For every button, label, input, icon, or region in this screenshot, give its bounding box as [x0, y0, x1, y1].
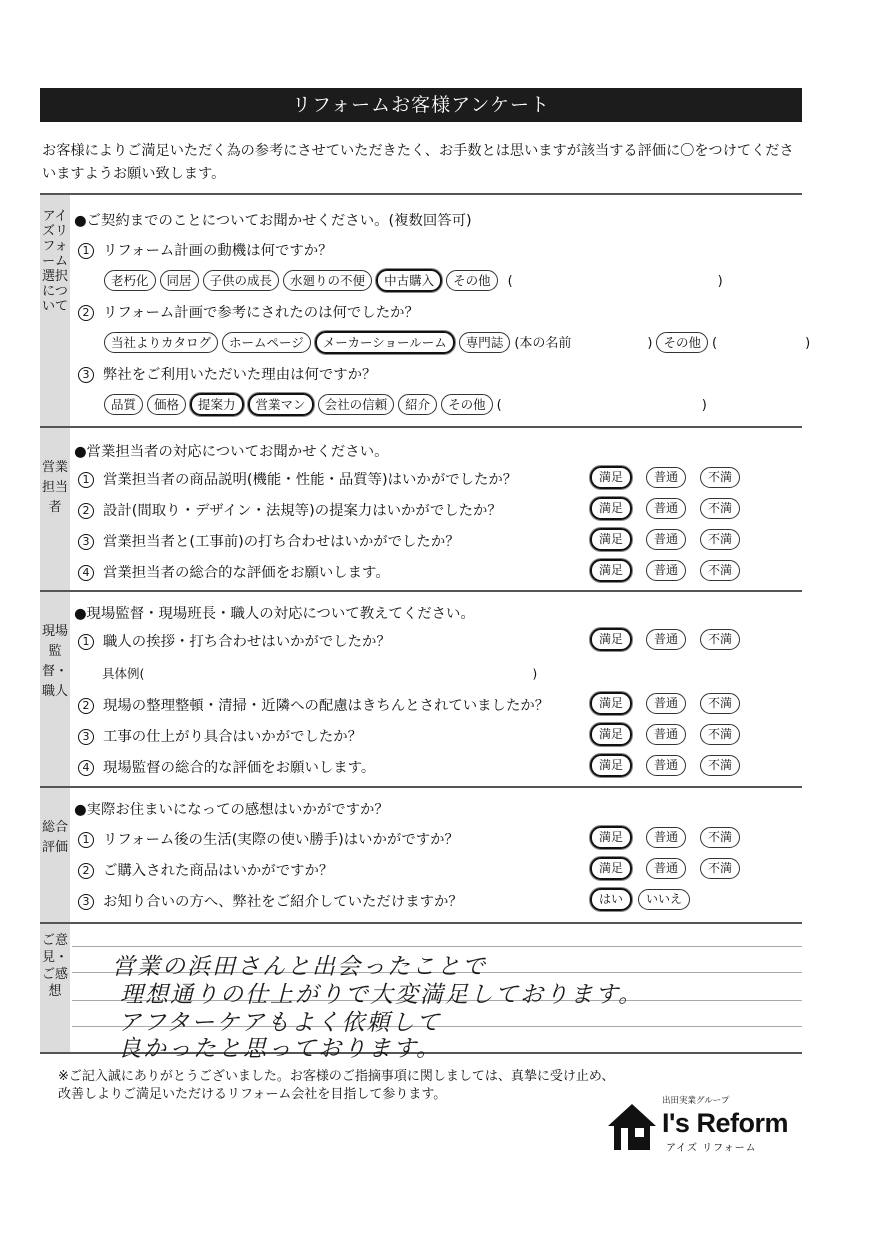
rating-satisfied-selected[interactable]: 満足 — [590, 692, 632, 715]
question-number: 3 — [78, 534, 94, 550]
section-contract — [40, 193, 811, 426]
option-chip[interactable]: その他 — [441, 394, 493, 415]
rating-row — [590, 754, 754, 777]
rating-row — [590, 692, 754, 715]
rating-unsatisfied[interactable]: 不満 — [700, 560, 740, 581]
option-chip[interactable]: 子供の成長 — [203, 270, 280, 291]
section-side-label — [40, 924, 70, 1052]
question-number: 3 — [78, 729, 94, 745]
page-title: リフォームお客様アンケート — [40, 88, 802, 122]
rating-normal[interactable]: 普通 — [646, 498, 686, 519]
question-text: 職人の挨拶・打ち合わせはいかがでしたか？ — [103, 634, 391, 650]
rating-satisfied-selected[interactable]: 満足 — [590, 559, 632, 582]
option-chip[interactable]: 会社の信頼 — [318, 394, 395, 415]
option-chip[interactable]: 同居 — [160, 270, 199, 291]
option-chip-selected[interactable]: 提案力 — [190, 393, 244, 416]
question-number: 3 — [78, 367, 94, 383]
rating-satisfied-selected[interactable]: 満足 — [590, 723, 632, 746]
logo-kana: アイズ リフォーム — [666, 1143, 757, 1154]
option-row: 品質 価格 提案力 営業マン 会社の信頼 紹介 その他 ( ) — [104, 393, 707, 416]
option-chip[interactable]: その他 — [656, 332, 708, 353]
section-heading: ●実際お住まいになっての感想はいかがですか？ — [74, 802, 389, 818]
question-number: 1 — [78, 832, 94, 848]
rating-satisfied-selected[interactable]: 満足 — [590, 528, 632, 551]
question-text: ご購入された商品はいかがですか？ — [103, 863, 334, 879]
rating-row — [590, 628, 754, 651]
rating-unsatisfied[interactable]: 不満 — [700, 827, 740, 848]
rating-normal[interactable]: 普通 — [646, 529, 686, 550]
question — [78, 828, 459, 849]
question-text: 弊社をご利用いただいた理由は何ですか？ — [103, 367, 377, 383]
book-name-label: (本の名前 — [514, 336, 572, 351]
question-text: 工事の仕上がり具合はいかがでしたか？ — [103, 729, 363, 745]
rating-normal[interactable]: 普通 — [646, 755, 686, 776]
example-field: 具体例( ) — [102, 666, 538, 681]
option-chip-selected[interactable]: メーカーショールーム — [315, 331, 455, 354]
rating-unsatisfied[interactable]: 不満 — [700, 724, 740, 745]
rating-unsatisfied[interactable]: 不満 — [700, 629, 740, 650]
section-overall — [40, 786, 802, 922]
rating-normal[interactable]: 普通 — [646, 560, 686, 581]
question — [78, 630, 391, 651]
question — [78, 561, 390, 582]
option-chip[interactable]: その他 — [446, 270, 498, 291]
rating-row — [590, 559, 754, 582]
handwritten-comment-line: 理想通りの仕上がりで大変満足しております。 — [120, 982, 644, 1008]
rating-unsatisfied[interactable]: 不満 — [700, 693, 740, 714]
rating-satisfied-selected[interactable]: 満足 — [590, 857, 632, 880]
rating-unsatisfied[interactable]: 不満 — [700, 529, 740, 550]
question-text: 現場の整理整頓・清掃・近隣への配慮はきちんとされていましたか？ — [103, 698, 550, 714]
section-heading: ●営業担当者の対応についてお聞かせください。 — [74, 444, 389, 460]
side-text: ご意見・ご感想 — [41, 933, 68, 999]
question-number: 1 — [78, 634, 94, 650]
option-chip[interactable]: 専門誌 — [459, 332, 511, 353]
question-number: 2 — [78, 863, 94, 879]
question — [78, 756, 375, 777]
question-text: 現場監督の総合的な評価をお願いします。 — [103, 760, 376, 776]
question — [78, 468, 517, 489]
rating-unsatisfied[interactable]: 不満 — [700, 858, 740, 879]
question-text: 営業担当者の総合的な評価をお願いします。 — [103, 565, 390, 581]
logo-group-name: 出田実業グループ — [662, 1096, 730, 1106]
question — [78, 499, 502, 520]
rating-normal[interactable]: 普通 — [646, 629, 686, 650]
question-number: 2 — [78, 698, 94, 714]
rating-unsatisfied[interactable]: 不満 — [700, 467, 740, 488]
rating-normal[interactable]: 普通 — [646, 693, 686, 714]
rating-satisfied-selected[interactable]: 満足 — [590, 628, 632, 651]
rating-unsatisfied[interactable]: 不満 — [700, 498, 740, 519]
section-side-label — [40, 195, 70, 426]
section-side-label — [40, 788, 70, 922]
side-text: 営業担当者 — [41, 460, 68, 515]
house-logo-icon — [606, 1102, 658, 1152]
option-chip[interactable]: 価格 — [147, 394, 186, 415]
section-site — [40, 590, 802, 786]
question-number: 1 — [78, 472, 94, 488]
side-text: 現場監督・職人 — [41, 624, 68, 699]
question-number: 4 — [78, 760, 94, 776]
question — [78, 890, 463, 911]
section-sales — [40, 426, 802, 590]
rating-unsatisfied[interactable]: 不満 — [700, 755, 740, 776]
option-chip-selected[interactable]: 中古購入 — [376, 269, 442, 292]
question-text: 営業担当者と(工事前)の打ち合わせはいかがでしたか？ — [103, 534, 460, 550]
company-logo — [606, 1094, 806, 1154]
rating-row — [590, 826, 754, 849]
section-heading: ●現場監督・現場班長・職人の対応について教えてください。 — [74, 606, 475, 622]
rating-row — [590, 466, 754, 489]
question — [78, 725, 362, 746]
question-text: お知り合いの方へ、弊社をご紹介していただけますか？ — [103, 894, 463, 910]
handwritten-comment-line: 良かったと思っております。 — [118, 1036, 442, 1062]
question-number: 3 — [78, 894, 94, 910]
rating-satisfied-selected[interactable]: 満足 — [590, 497, 632, 520]
answer-no[interactable]: いいえ — [638, 889, 690, 910]
option-row: 当社よりカタログ ホームページ メーカーショールーム 専門誌 (本の名前 ) その他 ( ) — [104, 331, 810, 354]
question-number: 4 — [78, 565, 94, 581]
rating-row — [590, 497, 754, 520]
rating-normal[interactable]: 普通 — [646, 858, 686, 879]
option-row: 老朽化 同居 子供の成長 水廻りの不便 中古購入 その他 ( ) — [104, 269, 723, 292]
question — [78, 530, 460, 551]
rating-row — [590, 723, 754, 746]
option-chip[interactable]: 品質 — [104, 394, 143, 415]
option-chip[interactable]: 紹介 — [398, 394, 437, 415]
option-chip[interactable]: 水廻りの不便 — [283, 270, 372, 291]
question-text: 設計(間取り・デザイン・法規等)の提案力はいかがでしたか？ — [103, 503, 502, 519]
question-number: 1 — [78, 243, 94, 259]
question — [78, 859, 333, 880]
footer-note: ※ご記入誠にありがとうございました。お客様のご指摘事項に関しましては、真摯に受け止め、改善しよりご満足いただけるリフォーム会社を目指して参ります。 — [58, 1069, 615, 1102]
example-label: 具体例( — [102, 666, 145, 681]
rating-satisfied-selected[interactable]: 満足 — [590, 826, 632, 849]
section-heading: ●ご契約までのことについてお聞かせください。(複数回答可) — [74, 213, 472, 229]
question-text: リフォーム計画で参考にされたのは何でしたか？ — [103, 305, 419, 321]
question-text: リフォーム後の生活(実際の使い勝手)はいかがですか？ — [103, 832, 459, 848]
rating-satisfied-selected[interactable]: 満足 — [590, 754, 632, 777]
comment-rule — [72, 946, 802, 947]
option-chip[interactable]: ホームページ — [222, 332, 311, 353]
rating-row — [590, 528, 754, 551]
logo-brand-name: I's Reform — [662, 1108, 788, 1138]
rating-row — [590, 857, 754, 880]
rating-normal[interactable]: 普通 — [646, 827, 686, 848]
option-chip[interactable]: 当社よりカタログ — [104, 332, 218, 353]
rating-normal[interactable]: 普通 — [646, 467, 686, 488]
section-side-label — [40, 592, 70, 786]
question-text: リフォーム計画の動機は何ですか？ — [103, 243, 333, 259]
answer-yes-selected[interactable]: はい — [590, 888, 632, 911]
question-number: 2 — [78, 503, 94, 519]
rating-satisfied-selected[interactable]: 満足 — [590, 466, 632, 489]
side-text: 総合評価 — [41, 820, 68, 855]
rating-normal[interactable]: 普通 — [646, 724, 686, 745]
option-chip[interactable]: 老朽化 — [104, 270, 156, 291]
handwritten-comment-line: アフターケアもよく依頼して — [118, 1010, 442, 1036]
option-chip-selected[interactable]: 営業マン — [248, 393, 314, 416]
question — [78, 301, 419, 322]
question-number: 2 — [78, 305, 94, 321]
question-text: 営業担当者の商品説明(機能・性能・品質等)はいかがでしたか？ — [103, 472, 518, 488]
intro-text: お客様によりご満足いただく為の参考にさせていただきたく、お手数とは思いますが該当する評価に〇をつけてくださいますようお願い致します。 — [42, 143, 794, 182]
question — [78, 363, 376, 384]
handwritten-comment-line: 営業の浜田さんと出会ったことで — [112, 954, 487, 980]
section-side-label — [40, 428, 70, 590]
rating-row — [590, 888, 704, 911]
question — [78, 239, 333, 260]
question — [78, 694, 549, 715]
side-text: アイズリフォーム選択について — [41, 209, 68, 314]
